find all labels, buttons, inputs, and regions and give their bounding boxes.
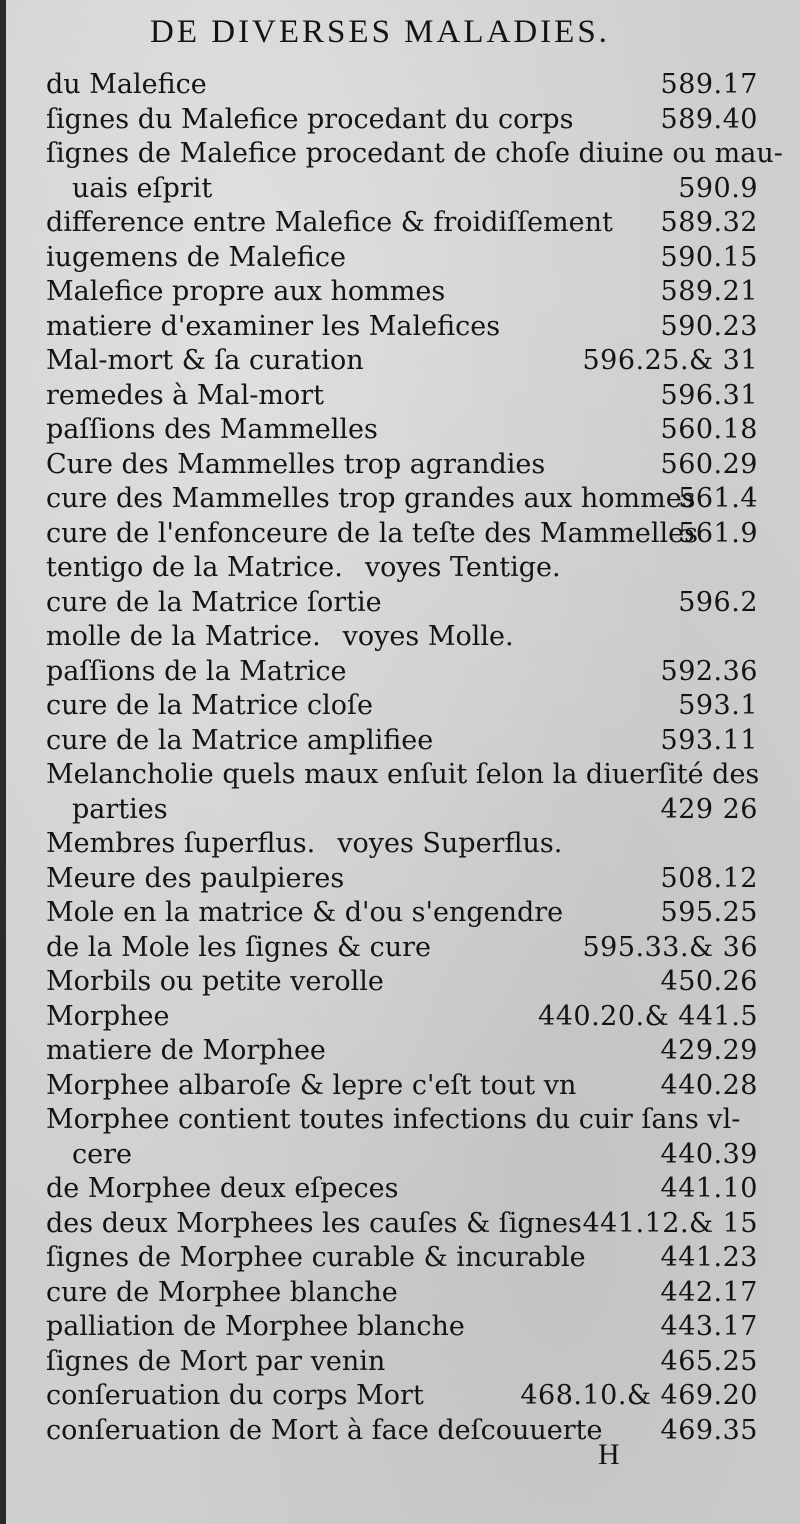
entry-text: remedes à Mal-mort [46,379,324,411]
index-entry [46,241,758,276]
entry-text: Mole en la matrice & d'ou s'engendre [46,897,564,928]
entry-page-reference: 508.12 [660,862,758,894]
index-entry [46,620,758,655]
entry-text: Morphee [46,1000,170,1032]
entry-continuation: parties [72,793,168,825]
index-entry [46,1172,758,1207]
entry-page-reference: 561.9 [678,517,758,549]
entry-page-reference: 450.26 [660,966,758,997]
entry-text: cure de Morphee blanche [46,1276,398,1308]
index-entry [46,862,758,897]
entry-page-reference: 560.18 [660,414,758,445]
entry-text: Malefice propre aux hommes [46,276,446,307]
entry-page-reference: 590.15 [660,241,758,273]
index-entry [46,206,758,241]
entry-page-reference: 468.10.& 469.20 [520,1380,758,1411]
index-entry [46,586,758,621]
entry-page-reference: 441.10 [660,1173,758,1204]
entry-text: molle de la Matrice. [46,621,321,652]
index-entry [46,275,758,310]
entry-line [46,827,562,862]
index-entry [46,1379,758,1414]
entry-page-reference: 595.33.& 36 [582,931,758,963]
index-entries [46,68,783,1448]
index-entry [46,1241,758,1276]
index-entry [46,379,758,414]
entry-cross-reference: voyes Superflus. [337,828,563,859]
entry-text: de la Mole les ſignes & cure [46,931,432,963]
entry-text: Mal-mort & ſa curation [46,345,364,376]
index-entry [46,965,758,1000]
entry-page-reference: 595.25 [660,897,758,928]
entry-text: Morphee contient toutes infections du cuir ſans vl- [46,1104,741,1135]
entry-continuation: uais eſprit [72,172,213,204]
entry-page-reference: 590.23 [660,310,758,342]
index-entry [46,1310,758,1345]
entry-page-reference: 440.28 [660,1069,758,1101]
entry-text: paſſions des Mammelles [46,414,378,445]
index-entry [46,310,758,345]
entry-text: cure de l'enfonceure de la teſte des Mammelles [46,517,698,549]
index-entry [46,655,758,690]
entry-continuation: cere [72,1138,132,1170]
entry-cross-reference: voyes Molle. [342,621,514,652]
index-entry [46,103,758,138]
entry-page-reference: 589.40 [660,103,758,135]
entry-page-reference: 593.1 [678,690,758,721]
entry-text: iugemens de Malefice [46,241,347,273]
index-entry [46,896,758,931]
entry-text: du Malefice [46,69,207,100]
entry-text: ſignes du Malefice procedant du corps [46,103,574,135]
entry-page-reference: 429 26 [660,793,758,825]
entry-text: cure des Mammelles trop grandes aux hommes [46,483,696,514]
index-entry [46,551,758,586]
entry-text: matiere d'examiner les Malefices [46,310,501,342]
entry-text: Morphee albaroſe & lepre c'eſt tout vn [46,1069,577,1101]
entry-text: conſeruation du corps Mort [46,1380,424,1411]
entry-text: ſignes de Mort par venin [46,1345,386,1377]
signature-mark: H [598,1438,620,1471]
entry-page-reference: 469.35 [660,1414,758,1446]
index-entry [46,931,758,966]
entry-page-reference: 465.25 [660,1345,758,1377]
entry-page-reference: 440.20.& 441.5 [538,1000,758,1032]
index-entry [46,448,758,483]
entry-text: cure de la Matrice ſortie [46,586,382,618]
running-header: DE DIVERSES MALADIES. [150,14,610,50]
entry-text: Cure des Mammelles trop agrandies [46,448,546,480]
entry-page-reference: 442.17 [660,1276,758,1308]
entry-page-reference: 589.32 [660,207,758,238]
index-entry [46,1069,758,1104]
index-entry [46,344,758,379]
index-entry [46,1103,758,1172]
entry-page-reference: 593.11 [660,724,758,756]
entry-page-reference: 440.39 [660,1138,758,1170]
page-edge [0,0,6,1524]
entry-line [46,620,514,655]
index-entry [46,1345,758,1380]
entry-text: Meure des paulpieres [46,862,345,894]
index-entry [46,1207,758,1242]
entry-text: des deux Morphees les cauſes & ſignes [46,1207,582,1239]
entry-page-reference: 561.4 [678,483,758,514]
entry-text: Membres ſuperflus. [46,828,316,859]
entry-page-reference: 596.25.& 31 [582,345,758,376]
index-entry [46,517,758,552]
entry-text: cure de la Matrice amplifiee [46,724,434,756]
entry-page-reference: 429.29 [660,1035,758,1066]
entry-text: Melancholie quels maux enſuit ſelon la diuerſité des [46,759,760,790]
entry-page-reference: 590.9 [678,172,758,204]
index-entry [46,482,758,517]
entry-text: palliation de Morphee blanche [46,1311,465,1342]
entry-text: difference entre Malefice & froidiſſement [46,207,613,238]
entry-line [46,551,561,586]
entry-page-reference: 596.31 [660,379,758,411]
entry-text: ſignes de Morphee curable & incurable [46,1242,586,1273]
entry-page-reference: 441.23 [660,1242,758,1273]
entry-page-reference: 560.29 [660,448,758,480]
index-entry [46,1414,758,1449]
index-entry [46,1276,758,1311]
entry-cross-reference: voyes Tentige. [364,552,561,583]
index-entry [46,758,758,827]
index-entry [46,137,783,206]
index-entry [46,827,758,862]
entry-page-reference: 441.12.& 15 [582,1207,758,1239]
entry-text: matiere de Morphee [46,1035,326,1066]
entry-page-reference: 596.2 [678,586,758,618]
entry-text: paſſions de la Matrice [46,655,347,687]
entry-page-reference: 443.17 [660,1311,758,1342]
entry-text: ſignes de Malefice procedant de choſe diuine ou mau- [46,138,783,169]
index-entry [46,1034,758,1069]
entry-text: conſeruation de Mort à face deſcouuerte [46,1414,603,1446]
entry-page-reference: 589.21 [660,276,758,307]
entry-text: Morbils ou petite verolle [46,966,384,997]
index-entry [46,689,758,724]
entry-page-reference: 589.17 [660,69,758,100]
entry-text: tentigo de la Matrice. [46,552,343,583]
index-entry [46,724,758,759]
entry-text: cure de la Matrice cloſe [46,690,373,721]
entry-page-reference: 592.36 [660,655,758,687]
index-entry [46,1000,758,1035]
index-entry [46,68,758,103]
entry-text: de Morphee deux eſpeces [46,1173,399,1204]
index-entry [46,413,758,448]
